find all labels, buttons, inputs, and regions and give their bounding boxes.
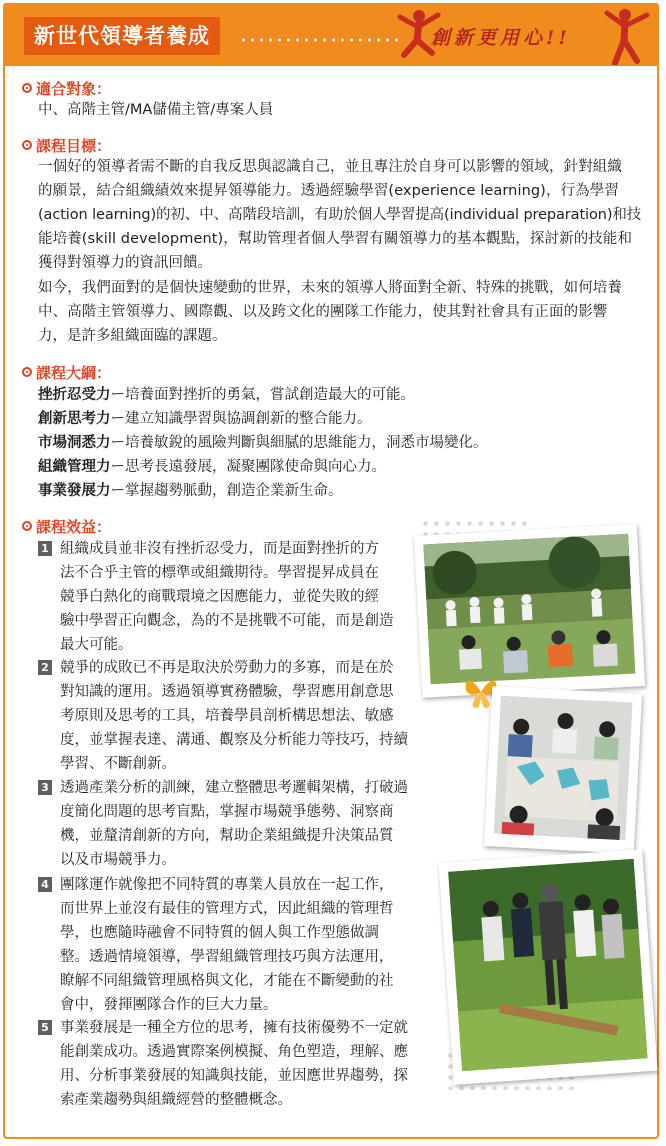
circle-bullet-icon	[22, 83, 32, 93]
objective-line: 如今，我們面對的是個快速變動的世界，未來的領導人將面對全新、特殊的挑戰，如何培養	[38, 280, 622, 296]
benefit-item: 4 團隊運作就像把不同特質的專業人員放在一起工作， 而世界上並沒有最佳的管理方式，因此組織的管理哲 學，也應隨時融會不同特質的個人與工作型態做調 整。透過情境領導，學習組織管理技巧與方法運用， 瞭解不同組織管理風格與文化，才能在不斷變動的社 會中，發揮團隊合作的巨大力量。	[38, 873, 418, 1017]
photo-table-activity	[484, 686, 642, 854]
section-heading-objective: 課程目標：	[22, 135, 111, 155]
target-text: 中、高階主管/MA儲備主管/專案人員	[38, 102, 274, 118]
outline-item: 事業發展力ー掌握趨勢脈動，創造企業新生命。	[38, 483, 343, 499]
number-badge: 4	[38, 877, 52, 892]
number-badge: 1	[38, 541, 52, 556]
slogan: 創新更用心!!	[431, 27, 571, 49]
photo-balance-beam	[439, 849, 658, 1085]
number-badge: 5	[38, 1020, 52, 1035]
section-heading-target: 適合對象：	[22, 78, 111, 98]
benefit-item: 1 組織成員並非沒有挫折忍受力，而是面對挫折的方 法不合乎主管的標準或組織期待。學習提昇成員在 競爭白熱化的商戰環境之因應能力，並從失敗的經 驗中學習正向觀念，為的不是挑戰不可能，而是創造 最大可能。	[38, 537, 418, 657]
benefit-item: 5 事業發展是一種全方位的思考，擁有技術優勢不一定就 能創業成功。透過實際案例模擬、角色塑造，理解、應 用、分析事業發展的知識與技能，並因應世界趨勢，探 索產業趨勢與組織經營的整體概念。	[38, 1016, 418, 1112]
objective-line: 的願景，結合組織績效來提昇領導能力。透過經驗學習(experience learning)，行為學習	[38, 183, 619, 199]
photo-outdoor-group	[414, 524, 645, 697]
objective-line: 中、高階主管領導力、國際觀、以及跨文化的團隊工作能力，使其對社會具有正面的影響	[38, 304, 608, 320]
circle-bullet-icon	[22, 367, 32, 377]
outline-item: 創新思考力ー建立知識學習與協調創新的整合能力。	[38, 411, 372, 427]
circle-bullet-icon	[22, 521, 32, 531]
objective-line: 一個好的領導者需不斷的自我反思與認識自己，並且專注於自身可以影響的領域，針對組織	[38, 159, 622, 175]
objective-line: 力，是許多組織面臨的課題。	[38, 328, 227, 344]
objective-line: 獲得對領導力的資訊回饋。	[38, 255, 212, 271]
outline-item: 挫折忍受力ー培養面對挫折的勇氣，嘗試創造最大的可能。	[38, 387, 415, 403]
section-heading-outline: 課程大綱：	[22, 362, 111, 382]
number-badge: 2	[38, 660, 52, 675]
section-heading-benefits: 課程效益：	[22, 516, 111, 536]
circle-bullet-icon	[22, 140, 32, 150]
benefit-item: 3 透過產業分析的訓練，建立整體思考邏輯架構，打破過 度簡化問題的思考盲點，掌握市場競爭態勢、洞察商 機，並釐清創新的方向，幫助企業組織提升決策品質 以及市場競爭力。	[38, 776, 418, 872]
objective-line: (action learning)的初、中、高階段培訓，有助於個人學習提高(individual preparation)和技	[38, 207, 642, 223]
number-badge: 3	[38, 780, 52, 795]
objective-line: 能培養(skill development)，幫助管理者個人學習有關領導力的基本觀點，探討新的技能和	[38, 231, 633, 247]
outline-item: 組織管理力ー思考長遠發展，凝聚團隊使命與向心力。	[38, 459, 386, 475]
benefit-item: 2 競爭的成敗已不再是取決於勞動力的多寡，而是在於 對知識的運用。透過領導實務體驗，學習應用創意思 考原則及思考的工具，培養學員剖析構思想法、敏感 度，並掌握表達、溝通、觀察及分析能力等技巧，持續 學習、不斷創新。	[38, 656, 418, 776]
page-title: 新世代領導者養成	[24, 17, 220, 55]
outline-item: 市場洞悉力ー培養敏銳的風險判斷與細膩的思維能力，洞悉市場變化。	[38, 435, 488, 451]
